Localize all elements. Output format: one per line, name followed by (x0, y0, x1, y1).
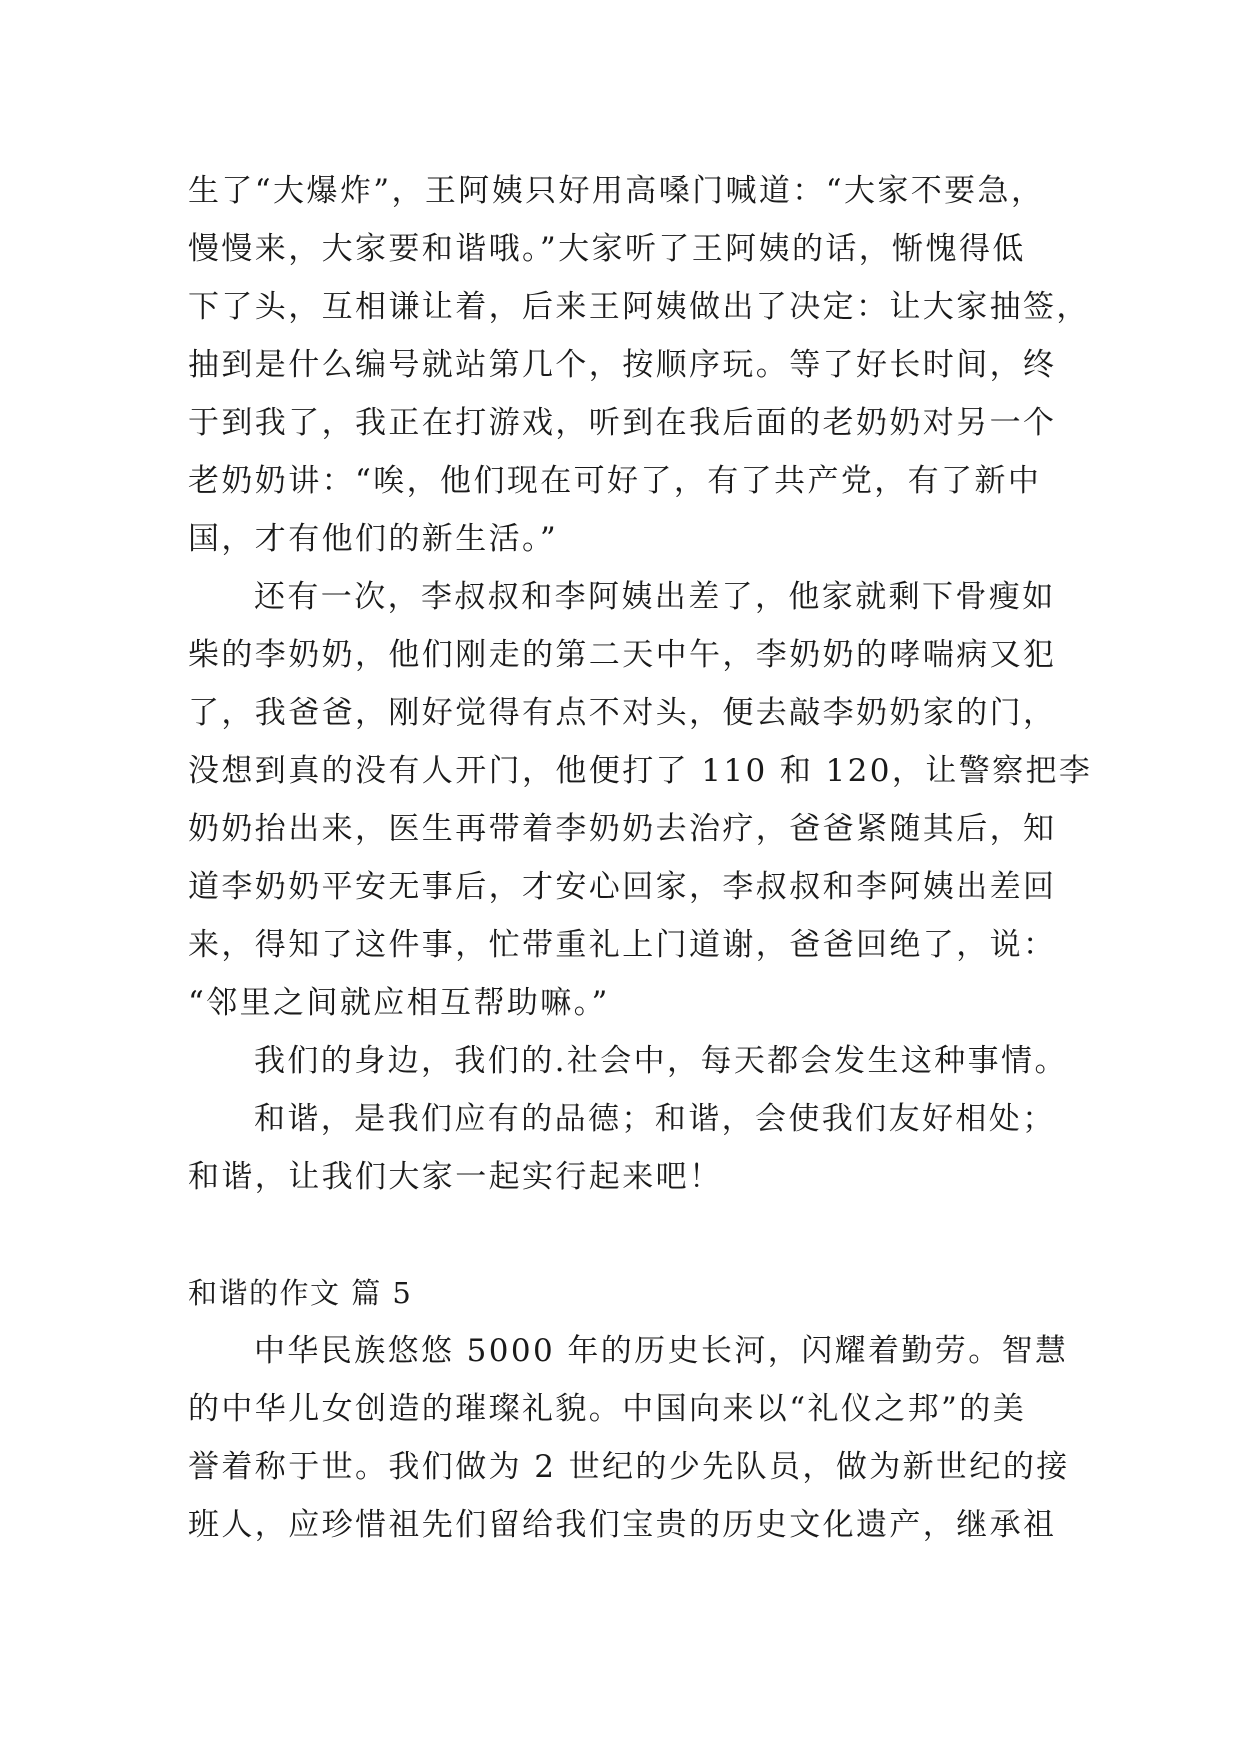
text-line: 于到我了，我正在打游戏，听到在我后面的老奶奶对另一个 (188, 405, 1057, 441)
text-line: 下了头，互相谦让着，后来王阿姨做出了决定：让大家抽签， (188, 289, 1090, 325)
text-line: 生了“大爆炸”，王阿姨只好用高嗓门喊道：“大家不要急， (188, 173, 1045, 209)
text-line: 我们的身边，我们的.社会中，每天都会发生这种事情。 (254, 1043, 1068, 1079)
text-line: 没想到真的没有人开门，他便打了 110 和 120，让警察把李 (188, 753, 1093, 789)
text-line: 国，才有他们的新生活。” (188, 521, 559, 557)
paragraph-5 (188, 1322, 1070, 1554)
paragraph-4 (188, 1090, 1058, 1206)
section-heading: 和谐的作文 篇 5 (188, 1276, 413, 1310)
document-page (188, 162, 1093, 1554)
text-line: 还有一次，李叔叔和李阿姨出差了，他家就剩下骨瘦如 (254, 579, 1056, 615)
text-line: 了，我爸爸，刚好觉得有点不对头，便去敲李奶奶家的门， (188, 695, 1057, 731)
text-line: 班人，应珍惜祖先们留给我们宝贵的历史文化遗产，继承祖 (188, 1507, 1057, 1543)
text-line: 奶奶抬出来，医生再带着李奶奶去治疗，爸爸紧随其后，知 (188, 811, 1057, 847)
text-line: 柴的李奶奶，他们刚走的第二天中午，李奶奶的哮喘病又犯 (188, 637, 1057, 673)
text-line: 和谐，让我们大家一起实行起来吧！ (188, 1159, 723, 1195)
text-line: 慢慢来，大家要和谐哦。”大家听了王阿姨的话，惭愧得低 (188, 231, 1026, 267)
text-line: 中华民族悠悠 5000 年的历史长河，闪耀着勤劳。智慧 (254, 1333, 1069, 1369)
text-line: 道李奶奶平安无事后，才安心回家，李叔叔和李阿姨出差回 (188, 869, 1057, 905)
text-line: 来，得知了这件事，忙带重礼上门道谢，爸爸回绝了，说： (188, 927, 1057, 963)
text-line: 和谐，是我们应有的品德；和谐，会使我们友好相处； (254, 1101, 1056, 1137)
text-line: 抽到是什么编号就站第几个，按顺序玩。等了好长时间，终 (188, 347, 1057, 383)
paragraph-2 (188, 568, 1093, 1032)
text-line: “邻里之间就应相互帮助嘛。” (188, 985, 610, 1021)
paragraph-3 (188, 1032, 1068, 1090)
text-line: 老奶奶讲：“唉，他们现在可好了，有了共产党，有了新中 (188, 463, 1042, 499)
paragraph-1 (188, 162, 1090, 568)
section-gap (188, 1206, 1058, 1264)
text-line: 的中华儿女创造的璀璨礼貌。中国向来以“礼仪之邦”的美 (188, 1391, 1027, 1427)
text-line: 誉着称于世。我们做为 2 世纪的少先队员，做为新世纪的接 (188, 1449, 1070, 1485)
